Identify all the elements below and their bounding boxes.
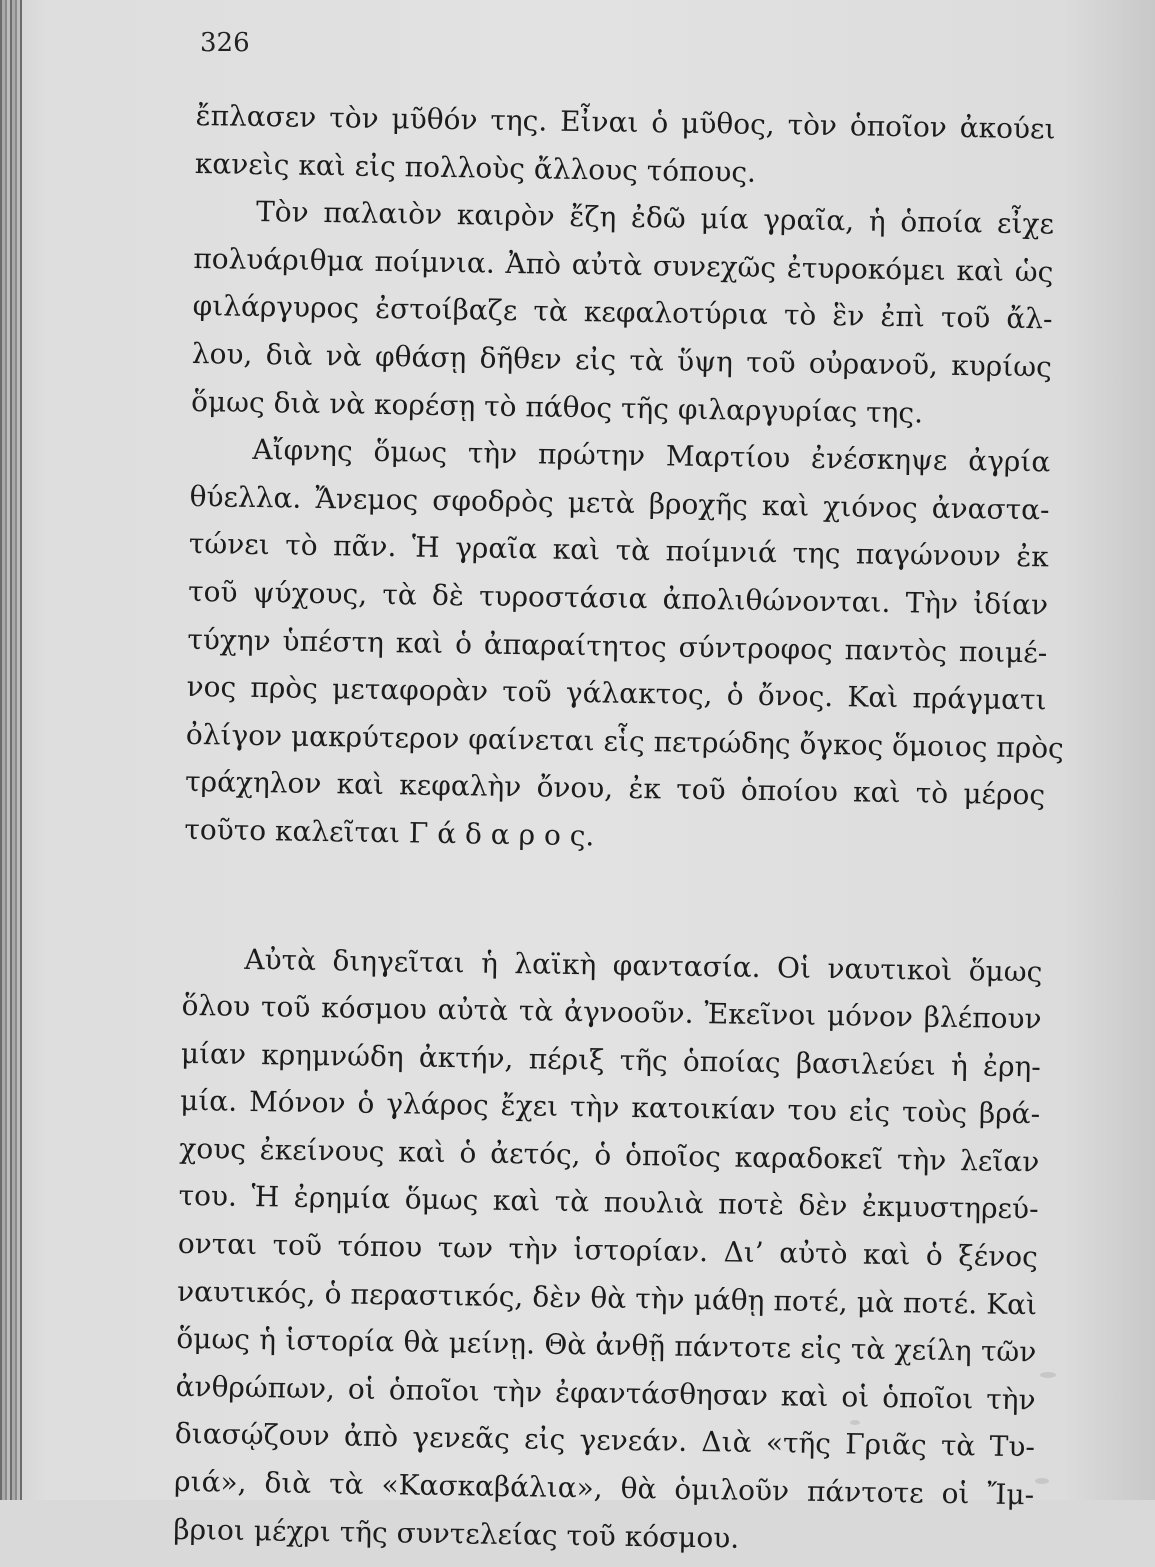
text-line: του. Ἡ ἐρημία ὅμως καὶ τὰ πουλιὰ ποτὲ δὲν ἐκμυστηρεύ- — [178, 1179, 1039, 1226]
text-line: τύχην ὑπέστη καὶ ὁ ἀπαραίτητος σύντροφος παντὸς ποιμέ- — [187, 622, 1048, 669]
text-line: τώνει τὸ πᾶν. Ἡ γραῖα καὶ τὰ ποίμνιά της παγώνουν ἐκ — [188, 527, 1050, 574]
ink-speck — [1035, 1478, 1049, 1484]
text-line: ὀλίγον μακρύτερον φαίνεται εἷς πετρώδης ὄγκος ὅμοιος πρὸς — [185, 717, 1065, 765]
section-gap — [183, 853, 1044, 947]
text-line: βριοι μέχρι τῆς συντελείας τοῦ κόσμου. — [173, 1512, 740, 1555]
text-line: τοῦ ψύχους, τὰ δὲ τυροστάσια ἀπολιθώνονται. Τὴν ἰδίαν — [187, 574, 1049, 622]
text-line: χους ἐκείνους καὶ ὁ ἀετός, ὁ ὁποῖος καραδοκεῖ τὴν λεῖαν — [179, 1131, 1040, 1179]
paragraph-2 — [191, 187, 1055, 438]
text-line: λου, διὰ νὰ φθάσῃ δῆθεν εἰς τὰ ὕψη τοῦ οὐρανοῦ, κυρίως — [191, 336, 1053, 384]
ink-speck — [1040, 1372, 1056, 1378]
text-line: Τὸν παλαιὸν καιρὸν ἔζη ἐδῶ μία γραῖα, ἡ ὁποία εἶχε — [255, 195, 1055, 241]
text-line: Αὐτὰ διηγεῖται ἡ λαϊκὴ φαντασία. Οἱ ναυτικοὶ ὅμως — [244, 942, 1043, 988]
text-line: νος πρὸς μεταφορὰν τοῦ γάλακτος, ὁ ὄνος. Καὶ πράγματι — [186, 670, 1047, 717]
text-line: μίαν κρημνώδη ἀκτήν, πέριξ τῆς ὁποίας βασιλεύει ἡ ἐρη- — [180, 1036, 1042, 1084]
text-line: ριά», διὰ τὰ «Κασκαβάλια», θὰ ὁμιλοῦν πάντοτε οἱ Ἴμ- — [173, 1464, 1035, 1512]
text-line: ἀνθρώπων, οἱ ὁποῖοι τὴν ἐφαντάσθησαν καὶ οἱ ὁποῖοι τὴν — [175, 1369, 1036, 1417]
page-number: 326 — [200, 28, 250, 58]
text-line: ὅμως διὰ νὰ κορέσῃ τὸ πάθος τῆς φιλαργυρίας της. — [190, 384, 924, 430]
paragraph-1 — [195, 92, 1056, 201]
text-line: πολυάριθμα ποίμνια. Ἀπὸ αὐτὰ συνεχῶς ἐτυροκόμει καὶ ὡς — [193, 241, 1054, 289]
main-text — [173, 92, 1065, 1567]
paragraph-4 — [173, 934, 1043, 1566]
text-line: ἔπλασεν τὸν μῦθόν της. Εἶναι ὁ μῦθος, τὸν ὁποῖον ἀκούει — [195, 98, 1056, 146]
ink-speck — [850, 1420, 860, 1425]
text-line: ναυτικός, ὁ περαστικός, δὲν θὰ τὴν μάθῃ ποτέ, μὰ ποτέ. Καὶ — [176, 1274, 1038, 1322]
book-gutter — [0, 0, 22, 1500]
text-line: τοῦτο καλεῖται Γ ά δ α ρ ο ς. — [184, 812, 595, 853]
paragraph-3 — [184, 425, 1065, 867]
text-line: διασῴζουν ἀπὸ γενεᾶς εἰς γενεάν. Διὰ «τῆς Γριᾶς τὰ Τυ- — [174, 1417, 1036, 1464]
text-line: θύελλα. Ἄνεμος σφοδρὸς μετὰ βροχῆς καὶ χιόνος ἀναστα- — [189, 479, 1050, 527]
text-line: Αἴφνης ὅμως τὴν πρώτην Μαρτίου ἐνέσκηψε ἀγρία — [252, 433, 1051, 479]
text-line: τράχηλον καὶ κεφαλὴν ὄνου, ἐκ τοῦ ὁποίου καὶ τὸ μέρος — [184, 765, 1046, 812]
text-line: φιλάργυρος ἐστοίβαζε τὰ κεφαλοτύρια τὸ ἓν ἐπὶ τοῦ ἄλ- — [192, 289, 1053, 336]
text-line: ὅλου τοῦ κόσμου αὐτὰ τὰ ἀγνοοῦν. Ἐκεῖνοι μόνον βλέπουν — [181, 988, 1042, 1036]
text-line: κανεὶς καὶ εἰς πολλοὺς ἄλλους τόπους. — [194, 146, 757, 189]
text-line: ονται τοῦ τόπου των τὴν ἱστορίαν. Δι’ αὐτὸ καὶ ὁ ξένος — [177, 1226, 1039, 1274]
text-line: ὅμως ἡ ἱστορία θὰ μείνῃ. Θὰ ἀνθῇ πάντοτε εἰς τὰ χείλη τῶν — [176, 1322, 1037, 1369]
text-line: μία. Μόνον ὁ γλάρος ἔχει τὴν κατοικίαν του εἰς τοὺς βρά- — [179, 1084, 1041, 1131]
